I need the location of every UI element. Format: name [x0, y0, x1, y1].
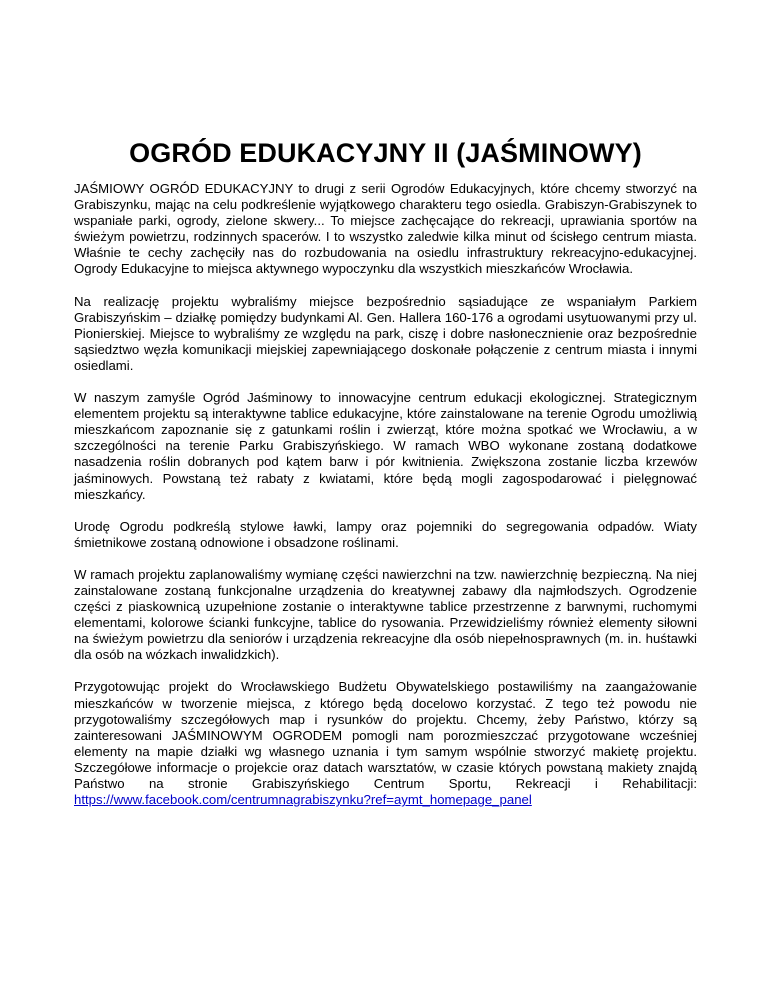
document-page — [74, 0, 697, 808]
paragraph-location: Na realizację projektu wybraliśmy miejsce bezpośrednio sąsiadujące ze wspaniałym Parkiem Grabiszyńskim – działkę pomiędzy budynkami Al. Gen. Hallera 160-176 a ogrodami usytuowanymi przy ul. Pionierskiej. Miejsce to wybraliśmy ze względu na park, ciszę i dobre nasłonecznienie oraz bezpośrednie sąsiedztwo węzła komunikacji miejskiej zapewniającego doskonałe połączenie z centrum miasta i innymi osiedlami. — [74, 293, 697, 373]
paragraph-workshops — [74, 679, 697, 808]
document-title: OGRÓD EDUKACYJNY II (JAŚMINOWY) — [129, 138, 642, 168]
paragraph-intro: JAŚMIOWY OGRÓD EDUKACYJNY to drugi z serii Ogrodów Edukacyjnych, które chcemy stworzyć na Grabiszynku, mając na celu podkreślenie wyjątkowego charakteru tego osiedla. Grabiszyn-Grabiszynek to wspaniałe parki, ogrody, zielone skwery... To miejsce zachęcające do rekreacji, uprawiania sportów na świeżym powietrzu, rodzinnych spacerów. I to wszystko zaledwie kilka minut od ścisłego centrum miasta. Właśnie te cechy zachęciły nas do rozbudowania na osiedlu infrastruktury rekreacyjno-edukacyjnej. Ogrody Edukacyjne to miejsca aktywnego wypoczynku dla wszystkich mieszkańców Wrocławia. — [74, 181, 697, 277]
facebook-link[interactable]: https://www.facebook.com/centrumnagrabiszynku?ref=aymt_homepage_panel — [74, 792, 532, 808]
paragraph-playground: W ramach projektu zaplanowaliśmy wymianę części nawierzchni na tzw. nawierzchnię bezpieczną. Na niej zainstalowane zostaną funkcjonalne urządzenia do kreatywnej zabawy dla najmłodszych. Ogrodzenie części z piaskownicą uzupełnione zostanie o interaktywne tablice przestrzenne z barwnymi, ruchomymi elementami, kolorowe ścianki funkcyjne, tablice do rysowania. Przewidzieliśmy również elementy siłowni na świeżym powietrzu dla seniorów i urządzenia rekreacyjne dla osób niepełnosprawnych (m. in. huśtawki dla osób na wózkach inwalidzkich). — [74, 566, 697, 663]
paragraph-concept: W naszym zamyśle Ogród Jaśminowy to innowacyjne centrum edukacji ekologicznej. Strategicznym elementem projektu są interaktywne tablice edukacyjne, które zainstalowane na terenie Ogrodu umożliwią mieszkańcom zapoznanie się z gatunkami roślin i zwierząt, które można spotkać we Wrocławiu, a w szczególności na terenie Parku Grabiszyńskiego. W ramach WBO wykonane zostaną dodatkowe nasadzenia roślin dobranych pod kątem barw i pór kwitnienia. Zwiększona zostanie liczba krzewów jaśminowych. Powstaną też rabaty z kwiatami, które będą mogli zagospodarować i pielęgnować mieszkańcy. — [74, 390, 697, 502]
paragraph-workshops-text: Przygotowując projekt do Wrocławskiego Budżetu Obywatelskiego postawiliśmy na zaangażowanie mieszkańców w tworzenie miejsca, z którego będą docelowo korzystać. Z tego też powodu nie przygotowaliśmy szczegółowych map i rysunków do projektu. Chcemy, żeby Państwo, którzy są zainteresowani JAŚMINOWYM OGRODEM pomogli nam porozmieszczać przygotowane wcześniej elementy na mapie działki wg własnego uznania i tym samym wspólnie stworzyć makietę projektu. Szczegółowe informacje o projekcie oraz datach warsztatów, w czasie których powstaną makiety znajdą Państwo na stronie Grabiszyńskiego Centrum Sportu, Rekreacji i Rehabilitacji: — [74, 679, 697, 791]
paragraph-furniture: Urodę Ogrodu podkreślą stylowe ławki, lampy oraz pojemniki do segregowania odpadów. Wiaty śmietnikowe zostaną odnowione i obsadzone roślinami. — [74, 518, 697, 550]
